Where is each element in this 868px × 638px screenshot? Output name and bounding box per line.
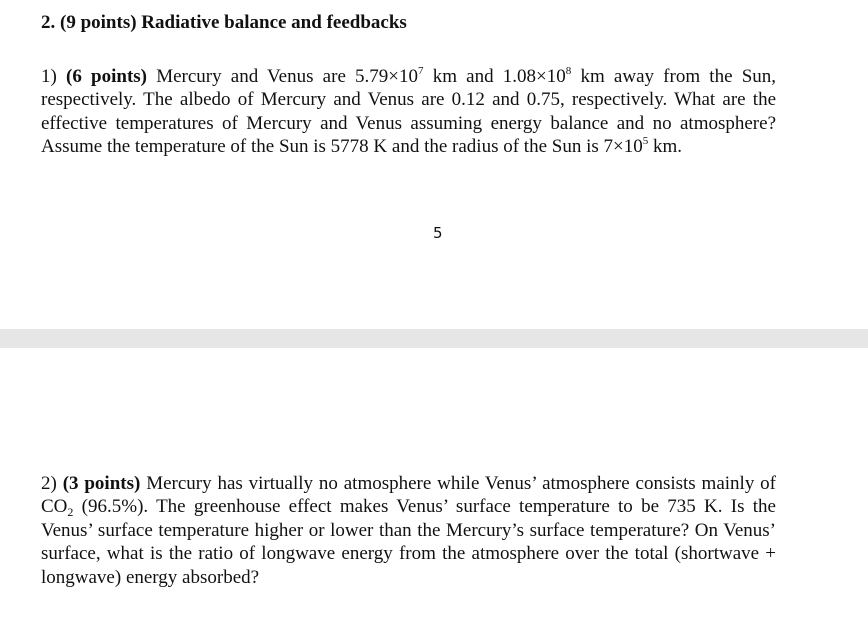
page-number: 5 bbox=[433, 224, 443, 242]
part2-points: (3 points) bbox=[62, 473, 141, 494]
question-points: (9 points) bbox=[60, 12, 137, 33]
part2-number: 2) bbox=[41, 473, 57, 494]
part2-subscript-a: 2 bbox=[67, 505, 74, 520]
page-break-gap bbox=[0, 329, 868, 348]
part1-text-a: Mercury and Venus are 5.79×10 bbox=[156, 66, 419, 87]
question-heading bbox=[41, 11, 407, 35]
part1-paragraph bbox=[41, 65, 776, 159]
part2-text-a: Mercury has virtually no atmosphere while Venus’ atmosphere consists mainly of CO bbox=[41, 473, 777, 518]
part1-number: 1) bbox=[41, 66, 57, 87]
part2-paragraph bbox=[41, 472, 776, 589]
question-title: Radiative balance and feedbacks bbox=[141, 12, 407, 33]
part2-text-b: (96.5%). The greenhouse effect makes Venus’ surface temperature to be 735 K. Is the Venus’ surface temperature higher or lower than the Mercury’s surface temperature? On Venus’ surface, what is the ratio of longwave energy from the atmosphere over the total (shortwave + longwave) energy absorbed? bbox=[41, 496, 776, 588]
part1-text-b: km and 1.08×10 bbox=[423, 66, 566, 87]
part1-exponent-b: 8 bbox=[565, 65, 572, 77]
question-number: 2. bbox=[41, 12, 56, 33]
part1-text-d: km. bbox=[648, 136, 683, 158]
part1-points: (6 points) bbox=[66, 66, 147, 87]
part1-exponent-c: 5 bbox=[642, 135, 649, 148]
part1-exponent-a: 7 bbox=[418, 65, 424, 77]
part1-text-c: km away from the Sun, respectively. The albedo of Mercury and Venus are 0.12 and 0.75, respectively. What are the effective temperatures of Mercury and Venus assuming energy balance and no atmosphere? Assume the temperature of the Sun is 5778 K and the radius of the Sun is 7×10 bbox=[41, 66, 777, 158]
